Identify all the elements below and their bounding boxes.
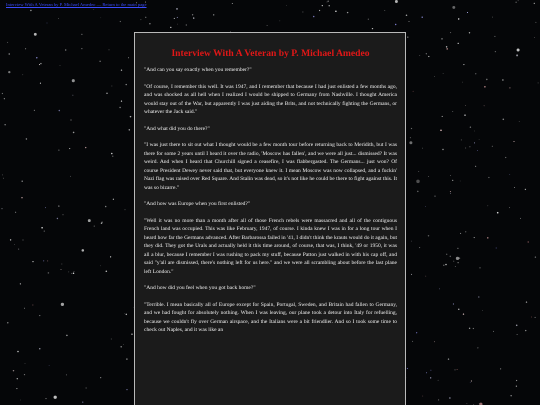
star xyxy=(131,334,132,335)
star xyxy=(113,199,114,200)
star xyxy=(58,18,59,19)
interview-answer: "Terrible. I mean basically all of Europe except for Spain, Portugal, Sweden, and Britain had fallen to Germany, and we had fought for absolutely nothing. When I was leaving, our plane took a detour into Italy for refuelling, because we couldn't fly over German airspace, and the Italians were a bit friendlier. And so I took some time to check out Naples, and it was like an xyxy=(144,301,397,333)
star xyxy=(519,121,520,122)
star xyxy=(410,137,411,138)
star xyxy=(9,53,10,54)
star xyxy=(419,55,420,56)
star xyxy=(54,396,57,399)
star xyxy=(426,53,427,54)
star xyxy=(488,177,489,178)
star xyxy=(32,261,33,262)
star xyxy=(434,341,435,342)
star xyxy=(61,303,64,306)
star xyxy=(100,17,101,18)
star xyxy=(73,95,74,96)
star xyxy=(60,65,61,66)
star xyxy=(48,272,50,274)
star xyxy=(69,148,70,149)
star xyxy=(516,380,517,381)
star xyxy=(26,138,27,139)
star xyxy=(124,313,125,314)
star xyxy=(452,111,453,112)
star xyxy=(525,189,526,190)
star xyxy=(428,56,429,57)
star xyxy=(517,334,518,335)
star xyxy=(455,266,456,267)
star xyxy=(119,107,120,108)
star xyxy=(177,24,178,25)
star xyxy=(30,10,31,11)
star xyxy=(465,231,466,232)
star xyxy=(130,116,132,118)
star xyxy=(40,63,41,64)
star xyxy=(457,369,458,370)
star xyxy=(470,382,471,383)
star xyxy=(452,180,453,181)
star xyxy=(516,54,518,56)
star xyxy=(177,17,178,18)
star xyxy=(319,10,320,11)
star xyxy=(176,8,178,10)
star xyxy=(322,5,323,6)
star xyxy=(20,400,21,401)
star xyxy=(479,404,480,405)
star xyxy=(406,14,408,16)
star xyxy=(435,196,436,197)
star xyxy=(470,127,471,128)
star xyxy=(407,36,408,37)
star xyxy=(21,197,22,198)
star xyxy=(10,239,11,240)
star xyxy=(57,218,58,219)
star xyxy=(411,128,412,129)
star xyxy=(453,303,454,304)
star xyxy=(384,10,385,11)
star xyxy=(58,150,59,151)
star xyxy=(456,257,459,260)
star xyxy=(71,273,72,274)
star xyxy=(442,116,443,117)
star xyxy=(59,110,61,112)
star xyxy=(62,214,63,215)
star xyxy=(418,171,419,172)
star xyxy=(112,86,113,87)
star xyxy=(442,149,443,150)
interview-answer: "Of course, I remember this well. It was 1947, and I remember that because I had just enlisted a few months ago, and was shocked as all hell when I realized I would be shipped to Germany from Nashville. I thought America would stay out of the War, but apparently I was just aiding the Brits, and not technically fighting the Germans, or whatever the Jack said." xyxy=(144,83,397,115)
star xyxy=(126,389,127,390)
star xyxy=(23,240,24,241)
star xyxy=(43,260,44,261)
interview-question: "And how was Europe when you first enlisted?" xyxy=(144,201,251,207)
star xyxy=(126,84,127,85)
interview-question: "And can you say exactly when you remember?" xyxy=(144,67,252,73)
star xyxy=(109,49,110,50)
star xyxy=(313,16,315,18)
star xyxy=(39,64,40,65)
star xyxy=(474,142,475,143)
star xyxy=(46,398,47,399)
star xyxy=(509,207,510,208)
star xyxy=(474,237,475,238)
star xyxy=(111,339,112,340)
star xyxy=(531,317,532,318)
interview-question: "And how did you feel when you got back home?" xyxy=(144,285,256,291)
star xyxy=(446,254,447,255)
star xyxy=(8,71,10,73)
star xyxy=(511,395,512,396)
star xyxy=(535,256,536,257)
star xyxy=(469,328,470,329)
star xyxy=(473,328,474,329)
star xyxy=(469,32,470,33)
star xyxy=(126,358,127,359)
star xyxy=(149,23,150,24)
star xyxy=(74,271,75,272)
star xyxy=(423,396,424,397)
star xyxy=(514,141,515,142)
star xyxy=(443,265,444,266)
star xyxy=(440,130,442,132)
star xyxy=(68,272,69,273)
star xyxy=(535,317,536,318)
star xyxy=(106,271,108,273)
star xyxy=(487,237,488,238)
star xyxy=(20,283,21,284)
star xyxy=(450,256,451,257)
star xyxy=(459,257,460,258)
star xyxy=(58,205,60,207)
star xyxy=(487,205,488,206)
star xyxy=(475,73,476,74)
star xyxy=(439,289,440,290)
star xyxy=(24,374,25,375)
star xyxy=(460,233,461,234)
star xyxy=(61,269,62,270)
star xyxy=(450,193,451,194)
star xyxy=(448,358,449,359)
star xyxy=(457,248,458,249)
star xyxy=(125,209,126,210)
star xyxy=(467,403,468,404)
star xyxy=(16,388,17,389)
star xyxy=(395,0,398,3)
star xyxy=(465,105,466,106)
star xyxy=(213,14,214,15)
star xyxy=(73,272,75,274)
star xyxy=(482,310,483,311)
star xyxy=(517,49,520,52)
star xyxy=(15,212,16,213)
star xyxy=(14,244,15,245)
star xyxy=(18,249,19,250)
star xyxy=(232,3,233,4)
star xyxy=(186,24,187,25)
star xyxy=(329,5,330,6)
star xyxy=(412,341,413,342)
star xyxy=(479,267,480,268)
star xyxy=(17,351,19,353)
star xyxy=(458,43,459,44)
star xyxy=(100,265,101,266)
star xyxy=(327,0,328,1)
star xyxy=(34,33,37,36)
star xyxy=(347,12,348,13)
star xyxy=(516,2,517,3)
star xyxy=(492,146,493,147)
star xyxy=(62,264,63,265)
star xyxy=(85,147,86,148)
star xyxy=(528,241,529,242)
star xyxy=(25,363,26,364)
star xyxy=(81,34,82,35)
star xyxy=(279,20,280,21)
star xyxy=(462,82,463,83)
star xyxy=(520,218,521,219)
star xyxy=(477,347,478,348)
interview-question: "And what did you do there?" xyxy=(144,125,210,132)
star xyxy=(13,370,14,371)
star xyxy=(450,32,451,33)
star xyxy=(88,219,91,222)
star xyxy=(443,73,444,74)
star xyxy=(45,207,46,208)
star xyxy=(106,93,107,94)
star xyxy=(492,17,493,18)
star xyxy=(44,231,45,232)
star xyxy=(409,141,412,144)
interview-answer: "I was just there to sit out what I thought would be a few month tour before returning back to Meridith, but I was there for some 2 years until I heard it over the radio, 'Moscow has fallen', and we were all just... dismissed? It was weird. And when I heard that Churchill signed a ceasefire, I was flabbergasted. The Germans... just won? Of course President Dewey never said that, but everyone knew it. I mean Moscow was now collapsed, and a fuckin' Nazi flag was raised over Red Square. And Stalin was dead, so it's not like he could be there to fight against this. It was so bizarre." xyxy=(144,142,397,191)
star xyxy=(4,98,5,99)
star xyxy=(413,91,414,92)
star xyxy=(458,262,459,263)
star xyxy=(286,5,287,6)
star xyxy=(407,368,408,369)
star xyxy=(174,18,175,19)
star xyxy=(66,374,67,375)
star xyxy=(534,37,535,38)
star xyxy=(425,206,426,207)
star xyxy=(128,57,129,58)
star xyxy=(47,23,48,24)
star xyxy=(39,348,40,349)
star xyxy=(120,346,122,348)
star xyxy=(3,178,4,179)
star xyxy=(494,36,495,37)
star xyxy=(509,87,510,88)
star xyxy=(105,206,107,208)
star xyxy=(479,139,480,140)
star xyxy=(82,249,85,252)
star xyxy=(123,344,124,345)
star xyxy=(7,322,8,323)
star xyxy=(65,49,66,50)
star xyxy=(120,21,121,22)
star xyxy=(34,110,35,111)
star xyxy=(484,86,486,88)
star xyxy=(2,174,3,175)
star xyxy=(458,18,459,19)
star xyxy=(534,3,535,4)
star xyxy=(24,308,25,309)
star xyxy=(516,325,518,327)
star xyxy=(525,330,526,331)
article-panel xyxy=(134,32,406,405)
star xyxy=(2,208,3,209)
star xyxy=(71,120,72,121)
star xyxy=(445,264,447,266)
star xyxy=(516,386,517,387)
star xyxy=(450,191,451,192)
star xyxy=(526,301,527,302)
star xyxy=(474,131,475,132)
star xyxy=(449,397,450,398)
star xyxy=(93,9,94,10)
star xyxy=(493,331,494,332)
star xyxy=(192,14,193,15)
star xyxy=(73,132,75,134)
star xyxy=(452,6,455,9)
star xyxy=(302,12,303,13)
star xyxy=(39,315,40,316)
star xyxy=(478,348,479,349)
star xyxy=(41,227,43,229)
star xyxy=(111,153,113,155)
star xyxy=(460,181,461,182)
star xyxy=(496,248,497,249)
star xyxy=(463,313,464,314)
star xyxy=(170,27,171,28)
star xyxy=(446,48,448,50)
star xyxy=(110,256,111,257)
star xyxy=(430,370,431,371)
star xyxy=(36,57,37,58)
star xyxy=(17,378,18,379)
star xyxy=(453,261,454,262)
star xyxy=(461,139,462,140)
star xyxy=(82,402,83,403)
star xyxy=(484,105,485,106)
star xyxy=(497,212,499,214)
star xyxy=(438,399,439,400)
star xyxy=(469,146,470,147)
star xyxy=(25,48,26,49)
star xyxy=(477,150,478,151)
star xyxy=(327,2,328,3)
star xyxy=(538,82,539,83)
star xyxy=(500,368,501,369)
star xyxy=(2,93,3,94)
star xyxy=(441,38,442,39)
star xyxy=(467,12,468,13)
star xyxy=(422,148,423,149)
main-page-link[interactable]: Interview With A Veteran by P. Michael Amedeo — Return to the main page xyxy=(6,2,147,7)
star xyxy=(126,314,127,315)
star xyxy=(486,79,488,81)
star xyxy=(395,24,396,25)
star xyxy=(33,305,34,306)
star xyxy=(518,0,519,1)
star xyxy=(102,222,103,223)
article-title: Interview With A Veteran by P. Michael Amedeo xyxy=(171,48,370,59)
star xyxy=(145,17,146,18)
star xyxy=(430,377,431,378)
star xyxy=(411,241,412,242)
star xyxy=(408,21,409,22)
star xyxy=(419,247,420,248)
star xyxy=(22,74,23,75)
star xyxy=(411,274,412,275)
star xyxy=(428,176,429,177)
star xyxy=(446,46,447,47)
star xyxy=(141,19,142,20)
star xyxy=(193,17,194,18)
star xyxy=(464,114,466,116)
star xyxy=(503,119,505,121)
interview-answer: "Well it was no more than a month after all of those French rebels were massacred and all of the contiguous French land was occupied. This was like February, 1947, of course. I kinda knew I was in for a long tour when I heard how far the Germans advanced. After Barbarossa failed in '41, I didn't think the krauts would do it again, but they did. They got the Urals and actually held it this time around, of course, that was, I think, '49 or 1950, it was all a blur, because I remember I was rushing to pack my stuff, because Patton just walked in with his cap off, and said "y'all are dismissed, there's nothing left for us here." and we were all scrambling about before the last plane left London." xyxy=(144,217,397,275)
star xyxy=(428,235,429,236)
star xyxy=(372,28,373,29)
star xyxy=(7,42,8,43)
star xyxy=(335,10,337,12)
star xyxy=(21,180,22,181)
star xyxy=(422,17,423,18)
star xyxy=(112,156,113,157)
star xyxy=(505,157,506,158)
star xyxy=(535,22,536,23)
star xyxy=(455,369,456,370)
star xyxy=(502,79,503,80)
star xyxy=(471,380,472,381)
star xyxy=(450,175,451,176)
star xyxy=(416,332,417,333)
star xyxy=(86,388,87,389)
star xyxy=(121,101,122,102)
star xyxy=(438,380,439,381)
star xyxy=(495,51,496,52)
star xyxy=(129,129,130,130)
star xyxy=(434,76,435,77)
star xyxy=(5,124,6,125)
article-body xyxy=(144,66,397,335)
star xyxy=(368,19,369,20)
star xyxy=(475,166,476,167)
star xyxy=(417,191,419,193)
star xyxy=(267,25,268,26)
star xyxy=(509,174,510,175)
star xyxy=(66,335,68,337)
star xyxy=(426,372,427,373)
star xyxy=(425,276,426,277)
star xyxy=(99,61,100,62)
star xyxy=(47,260,48,261)
star xyxy=(478,296,479,297)
star xyxy=(94,226,95,227)
star xyxy=(40,83,41,84)
star xyxy=(463,64,464,65)
star xyxy=(72,79,75,82)
star xyxy=(121,70,122,71)
star xyxy=(81,48,82,49)
star xyxy=(416,180,419,183)
star xyxy=(465,147,466,148)
star xyxy=(100,377,101,378)
star xyxy=(49,365,50,366)
star xyxy=(70,176,71,177)
star xyxy=(458,309,459,310)
star xyxy=(514,187,515,188)
